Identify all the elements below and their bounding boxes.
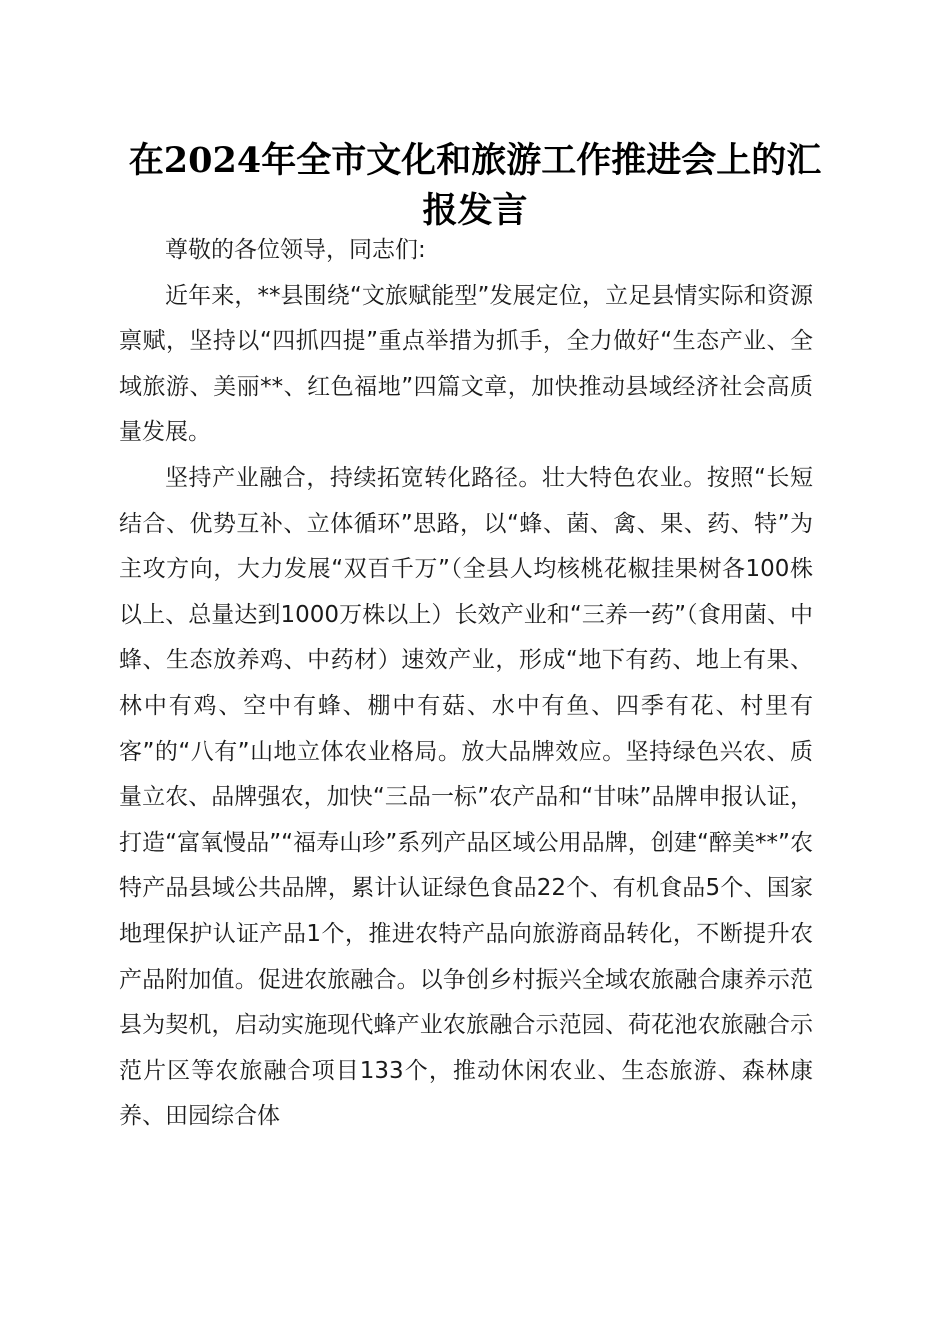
document-title: 在2024年全市文化和旅游工作推进会上的汇报发言 [128, 140, 822, 231]
paragraph-industry-integration: 坚持产业融合，持续拓宽转化路径。壮大特色农业。按照“长短结合、优势互补、立体循环”思路，以“蜂、菌、禽、果、药、特”为主攻方向，大力发展“双百千万”（全县人均核桃花椒挂果树各100株以上、总量达到1000万株以上）长效产业和“三养一药”（食用菌、中蜂、生态放养鸡、中药材）速效产业，形成“地下有药、地上有果、林中有鸡、空中有蜂、棚中有菇、水中有鱼、四季有花、村里有客”的“八有”山地立体农业格局。放大品牌效应。坚持绿色兴农、质量立农、品牌强农，加快“三品一标”农产品和“甘味”品牌申报认证，打造“富氧慢品”“福寿山珍”系列产品区域公用品牌，创建“醉美**”农特产品县域公共品牌，累计认证绿色食品22个、有机食品5个、国家地理保护认证产品1个，推进农特产品向旅游商品转化，不断提升农产品附加值。促进农旅融合。以争创乡村振兴全域农旅融合康养示范县为契机，启动实施现代蜂产业农旅融合示范园、荷花池农旅融合示范片区等农旅融合项目133个，推动休闲农业、生态旅游、森林康养、田园综合体 [119, 464, 813, 1130]
paragraph-intro: 近年来，**县围绕“文旅赋能型”发展定位，立足县情实际和资源禀赋，坚持以“四抓四提”重点举措为抓手，全力做好“生态产业、全域旅游、美丽**、红色福地”四篇文章，加快推动县域经济社会高质量发展。 [119, 282, 813, 446]
salutation: 尊敬的各位领导，同志们: [165, 237, 426, 263]
document-body [119, 228, 813, 1140]
